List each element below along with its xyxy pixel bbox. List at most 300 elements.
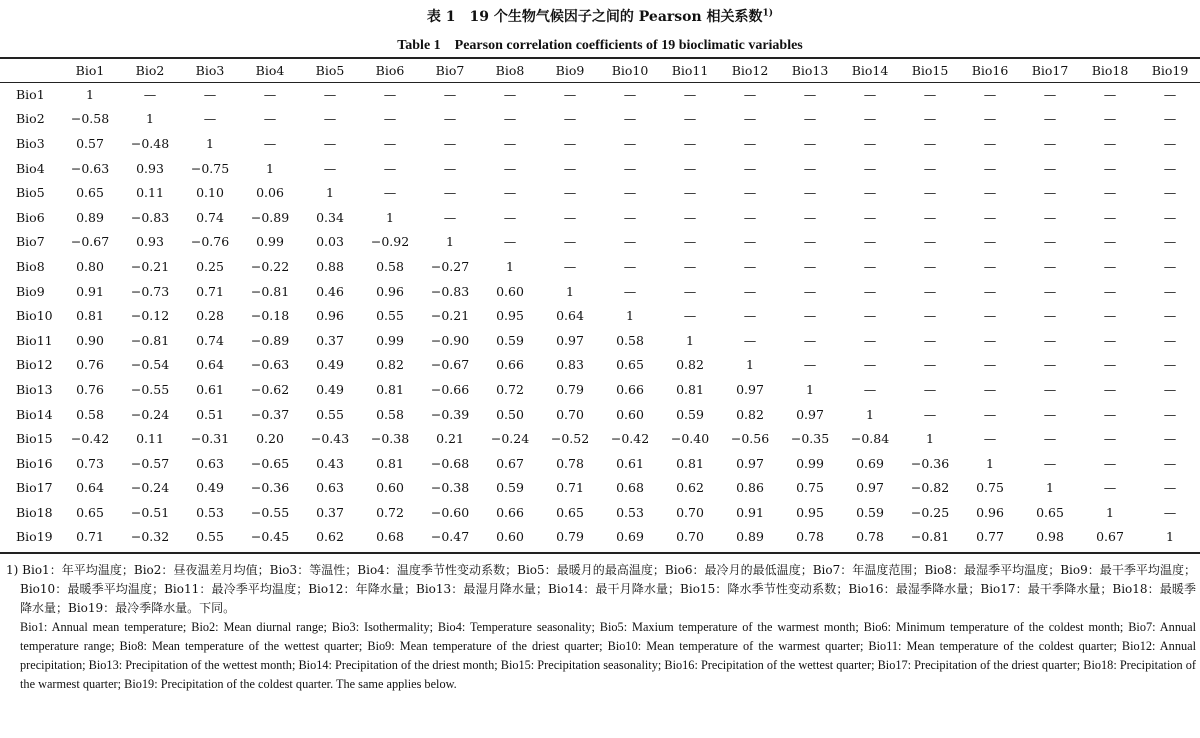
footnote-cn: 1) Bio1：年平均温度；Bio2：昼夜温差月均值；Bio3：等温性；Bio4：温度季节性变动系数；Bio5：最暖月的最高温度；Bio6：最冷月的最低温度；Bio7：年温度范围；Bio8：最湿季平均温度；Bio9：最干季平均温度；Bio10：最暖季平均温度；Bio11：最冷季平均温度；Bio12：年降水量；Bio13：最湿月降水量；Bio14：最干月降水量；Bio15：降水季节性变动系数；Bio16：最湿季降水量；Bio17：最干季降水量；Bio18：最暖季降水量；Bio19：最冷季降水量。下同。 xyxy=(6,563,1196,615)
column-header: Bio19 xyxy=(1151,62,1189,78)
empty-cell: — xyxy=(623,135,637,151)
table-row xyxy=(0,525,1200,550)
column-header: Bio6 xyxy=(375,62,405,78)
correlation-cell: −0.62 xyxy=(250,381,290,397)
empty-cell: — xyxy=(863,357,877,373)
correlation-cell: 0.59 xyxy=(856,504,884,520)
correlation-cell: −0.31 xyxy=(190,431,230,447)
empty-cell: — xyxy=(383,111,397,127)
empty-cell: — xyxy=(923,135,937,151)
empty-cell: — xyxy=(1103,406,1117,422)
title-footnote-mark: 1) xyxy=(762,8,774,19)
column-header: Bio5 xyxy=(315,62,345,78)
correlation-cell: 0.67 xyxy=(496,455,524,471)
correlation-cell: 0.20 xyxy=(256,431,284,447)
empty-cell: — xyxy=(1043,406,1057,422)
empty-cell: — xyxy=(923,86,937,102)
table-row xyxy=(0,156,1200,181)
empty-cell: — xyxy=(143,86,157,102)
empty-cell: — xyxy=(743,111,757,127)
empty-cell: — xyxy=(1043,455,1057,471)
empty-cell: — xyxy=(1103,357,1117,373)
correlation-cell: 0.55 xyxy=(376,308,404,324)
correlation-cell: −0.24 xyxy=(130,406,170,422)
correlation-cell: 1 xyxy=(626,308,634,324)
correlation-cell: −0.65 xyxy=(250,455,290,471)
correlation-cell: 0.55 xyxy=(196,529,224,545)
correlation-cell: 1 xyxy=(566,283,574,299)
correlation-cell: −0.36 xyxy=(910,455,950,471)
empty-cell: — xyxy=(983,357,997,373)
correlation-cell: 0.89 xyxy=(736,529,764,545)
correlation-cell: 0.60 xyxy=(496,283,524,299)
empty-cell: — xyxy=(383,185,397,201)
empty-cell: — xyxy=(443,135,457,151)
empty-cell: — xyxy=(803,234,817,250)
correlation-cell: 0.70 xyxy=(676,504,704,520)
column-header: Bio7 xyxy=(435,62,465,78)
empty-cell: — xyxy=(1103,111,1117,127)
empty-cell: — xyxy=(983,160,997,176)
correlation-cell: 0.65 xyxy=(76,185,104,201)
correlation-cell: 0.97 xyxy=(736,381,764,397)
empty-cell: — xyxy=(923,406,937,422)
empty-cell: — xyxy=(383,160,397,176)
correlation-cell: 0.82 xyxy=(736,406,764,422)
corner-cell xyxy=(0,58,60,82)
table-row xyxy=(0,279,1200,304)
row-header: Bio7 xyxy=(16,234,45,250)
correlation-cell: 0.67 xyxy=(1096,529,1124,545)
empty-cell: — xyxy=(1043,381,1057,397)
empty-cell: — xyxy=(503,234,517,250)
empty-cell: — xyxy=(503,185,517,201)
empty-cell: — xyxy=(563,111,577,127)
correlation-cell: 0.91 xyxy=(76,283,104,299)
empty-cell: — xyxy=(1043,308,1057,324)
empty-cell: — xyxy=(923,160,937,176)
empty-cell: — xyxy=(803,86,817,102)
empty-cell: — xyxy=(743,332,757,348)
correlation-cell: 0.64 xyxy=(196,357,224,373)
empty-cell: — xyxy=(923,357,937,373)
correlation-cell: 0.43 xyxy=(316,455,344,471)
correlation-cell: 0.65 xyxy=(76,504,104,520)
correlation-cell: −0.45 xyxy=(250,529,290,545)
empty-cell: — xyxy=(923,234,937,250)
correlation-cell: −0.60 xyxy=(430,504,470,520)
empty-cell: — xyxy=(623,86,637,102)
empty-cell: — xyxy=(863,258,877,274)
correlation-cell: 0.68 xyxy=(376,529,404,545)
correlation-cell: 0.90 xyxy=(76,332,104,348)
correlation-cell: 0.79 xyxy=(556,381,584,397)
correlation-cell: −0.82 xyxy=(910,480,950,496)
correlation-cell: 0.70 xyxy=(676,529,704,545)
correlation-cell: −0.51 xyxy=(130,504,170,520)
correlation-cell: 0.80 xyxy=(76,258,104,274)
correlation-cell: 1 xyxy=(446,234,454,250)
correlation-cell: 0.61 xyxy=(196,381,224,397)
correlation-cell: −0.67 xyxy=(430,357,470,373)
row-header: Bio2 xyxy=(16,111,45,127)
empty-cell: — xyxy=(803,160,817,176)
correlation-cell: 0.72 xyxy=(376,504,404,520)
correlation-cell: 1 xyxy=(206,135,214,151)
empty-cell: — xyxy=(923,209,937,225)
empty-cell: — xyxy=(623,283,637,299)
correlation-cell: 0.59 xyxy=(676,406,704,422)
empty-cell: — xyxy=(923,283,937,299)
row-header: Bio14 xyxy=(16,406,53,422)
column-header: Bio15 xyxy=(911,62,949,78)
correlation-cell: −0.92 xyxy=(370,234,410,250)
row-header: Bio8 xyxy=(16,258,45,274)
correlation-cell: −0.43 xyxy=(310,431,350,447)
correlation-cell: 0.76 xyxy=(76,381,104,397)
correlation-cell: 0.68 xyxy=(616,480,644,496)
empty-cell: — xyxy=(263,135,277,151)
correlation-cell: 0.63 xyxy=(316,480,344,496)
empty-cell: — xyxy=(983,135,997,151)
empty-cell: — xyxy=(263,86,277,102)
correlation-cell: 1 xyxy=(86,86,94,102)
empty-cell: — xyxy=(983,111,997,127)
correlation-cell: −0.76 xyxy=(190,234,230,250)
correlation-cell: 0.78 xyxy=(556,455,584,471)
empty-cell: — xyxy=(863,160,877,176)
correlation-cell: −0.12 xyxy=(130,308,170,324)
empty-cell: — xyxy=(803,308,817,324)
empty-cell: — xyxy=(803,185,817,201)
empty-cell: — xyxy=(923,381,937,397)
column-header: Bio10 xyxy=(611,62,649,78)
empty-cell: — xyxy=(683,258,697,274)
correlation-cell: −0.58 xyxy=(70,111,110,127)
empty-cell: — xyxy=(683,135,697,151)
correlation-cell: 0.76 xyxy=(76,357,104,373)
correlation-cell: −0.21 xyxy=(430,308,470,324)
correlation-cell: 0.75 xyxy=(796,480,824,496)
empty-cell: — xyxy=(323,160,337,176)
empty-cell: — xyxy=(563,185,577,201)
correlation-cell: −0.32 xyxy=(130,529,170,545)
empty-cell: — xyxy=(323,86,337,102)
correlation-cell: 0.28 xyxy=(196,308,224,324)
correlation-cell: 1 xyxy=(686,332,694,348)
empty-cell: — xyxy=(1163,332,1177,348)
empty-cell: — xyxy=(863,111,877,127)
correlation-cell: 0.72 xyxy=(496,381,524,397)
correlation-cell: −0.42 xyxy=(70,431,110,447)
empty-cell: — xyxy=(1163,406,1177,422)
correlation-cell: 0.71 xyxy=(76,529,104,545)
correlation-cell: 0.60 xyxy=(496,529,524,545)
correlation-cell: −0.89 xyxy=(250,332,290,348)
correlation-cell: 0.37 xyxy=(316,504,344,520)
correlation-cell: −0.75 xyxy=(190,160,230,176)
row-header: Bio19 xyxy=(16,529,53,545)
correlation-cell: 0.81 xyxy=(76,308,104,324)
row-header: Bio15 xyxy=(16,431,53,447)
correlation-cell: 0.82 xyxy=(676,357,704,373)
empty-cell: — xyxy=(1103,381,1117,397)
correlation-cell: −0.27 xyxy=(430,258,470,274)
empty-cell: — xyxy=(263,111,277,127)
empty-cell: — xyxy=(1163,258,1177,274)
empty-cell: — xyxy=(443,86,457,102)
correlation-cell: −0.38 xyxy=(370,431,410,447)
empty-cell: — xyxy=(923,308,937,324)
empty-cell: — xyxy=(863,86,877,102)
empty-cell: — xyxy=(923,185,937,201)
empty-cell: — xyxy=(623,185,637,201)
empty-cell: — xyxy=(1103,283,1117,299)
correlation-cell: 1 xyxy=(146,111,154,127)
correlation-cell: 1 xyxy=(806,381,814,397)
row-header: Bio1 xyxy=(16,86,45,102)
correlation-cell: 0.97 xyxy=(736,455,764,471)
empty-cell: — xyxy=(503,135,517,151)
table-body xyxy=(0,82,1200,549)
empty-cell: — xyxy=(1163,209,1177,225)
empty-cell: — xyxy=(1103,160,1117,176)
correlation-cell: 1 xyxy=(1166,529,1174,545)
empty-cell: — xyxy=(563,234,577,250)
correlation-cell: −0.22 xyxy=(250,258,290,274)
correlation-cell: 0.97 xyxy=(556,332,584,348)
correlation-cell: −0.39 xyxy=(430,406,470,422)
correlation-cell: −0.42 xyxy=(610,431,650,447)
empty-cell: — xyxy=(1163,135,1177,151)
correlation-cell: 0.60 xyxy=(616,406,644,422)
empty-cell: — xyxy=(443,111,457,127)
column-header: Bio18 xyxy=(1091,62,1129,78)
correlation-cell: 0.93 xyxy=(136,160,164,176)
correlation-cell: −0.56 xyxy=(730,431,770,447)
correlation-cell: 1 xyxy=(266,160,274,176)
correlation-cell: −0.68 xyxy=(430,455,470,471)
empty-cell: — xyxy=(1163,308,1177,324)
empty-cell: — xyxy=(1043,357,1057,373)
empty-cell: — xyxy=(923,111,937,127)
empty-cell: — xyxy=(203,86,217,102)
empty-cell: — xyxy=(1043,283,1057,299)
correlation-cell: 0.65 xyxy=(1036,504,1064,520)
empty-cell: — xyxy=(983,381,997,397)
empty-cell: — xyxy=(1163,504,1177,520)
correlation-cell: 0.96 xyxy=(316,308,344,324)
correlation-cell: −0.84 xyxy=(850,431,890,447)
correlation-cell: −0.24 xyxy=(130,480,170,496)
empty-cell: — xyxy=(743,283,757,299)
correlation-cell: 0.69 xyxy=(616,529,644,545)
correlation-cell: −0.55 xyxy=(130,381,170,397)
correlation-cell: 0.81 xyxy=(376,455,404,471)
empty-cell: — xyxy=(863,234,877,250)
correlation-cell: 0.65 xyxy=(616,357,644,373)
correlation-cell: 0.71 xyxy=(556,480,584,496)
empty-cell: — xyxy=(1103,332,1117,348)
empty-cell: — xyxy=(683,209,697,225)
correlation-cell: 1 xyxy=(926,431,934,447)
empty-cell: — xyxy=(743,86,757,102)
table-row xyxy=(0,230,1200,255)
correlation-cell: 0.64 xyxy=(556,308,584,324)
correlation-cell: 0.55 xyxy=(316,406,344,422)
empty-cell: — xyxy=(1103,455,1117,471)
empty-cell: — xyxy=(683,111,697,127)
correlation-cell: 0.57 xyxy=(76,135,104,151)
correlation-cell: −0.73 xyxy=(130,283,170,299)
row-header: Bio11 xyxy=(16,332,53,348)
correlation-cell: 1 xyxy=(1106,504,1114,520)
correlation-cell: 0.70 xyxy=(556,406,584,422)
correlation-cell: 0.62 xyxy=(316,529,344,545)
empty-cell: — xyxy=(803,357,817,373)
correlation-cell: 0.73 xyxy=(76,455,104,471)
correlation-cell: 0.93 xyxy=(136,234,164,250)
empty-cell: — xyxy=(803,209,817,225)
row-header: Bio13 xyxy=(16,381,53,397)
empty-cell: — xyxy=(623,209,637,225)
empty-cell: — xyxy=(503,111,517,127)
empty-cell: — xyxy=(863,209,877,225)
empty-cell: — xyxy=(863,135,877,151)
correlation-cell: −0.38 xyxy=(430,480,470,496)
correlation-cell: 0.74 xyxy=(196,332,224,348)
empty-cell: — xyxy=(1043,160,1057,176)
title-cn-text: 表 1 19 个生物气候因子之间的 Pearson 相关系数 xyxy=(426,9,763,25)
correlation-cell: 1 xyxy=(386,209,394,225)
correlation-cell: 0.50 xyxy=(496,406,524,422)
correlation-cell: −0.83 xyxy=(430,283,470,299)
correlation-cell: 0.65 xyxy=(556,504,584,520)
table-row xyxy=(0,451,1200,476)
correlation-cell: 0.71 xyxy=(196,283,224,299)
correlation-cell: −0.52 xyxy=(550,431,590,447)
table-row xyxy=(0,328,1200,353)
correlation-cell: −0.55 xyxy=(250,504,290,520)
row-header: Bio18 xyxy=(16,504,53,520)
empty-cell: — xyxy=(1103,86,1117,102)
empty-cell: — xyxy=(983,209,997,225)
correlation-table xyxy=(0,58,1200,549)
correlation-cell: 0.11 xyxy=(136,185,164,201)
correlation-cell: 0.64 xyxy=(76,480,104,496)
correlation-cell: 0.86 xyxy=(736,480,764,496)
row-header: Bio6 xyxy=(16,209,45,225)
empty-cell: — xyxy=(983,258,997,274)
empty-cell: — xyxy=(863,283,877,299)
empty-cell: — xyxy=(1043,258,1057,274)
empty-cell: — xyxy=(443,185,457,201)
correlation-cell: −0.81 xyxy=(130,332,170,348)
correlation-cell: −0.63 xyxy=(70,160,110,176)
correlation-cell: 0.51 xyxy=(196,406,224,422)
column-header: Bio1 xyxy=(75,62,105,78)
empty-cell: — xyxy=(1043,431,1057,447)
table-title-cn xyxy=(0,6,1200,26)
correlation-cell: 0.83 xyxy=(556,357,584,373)
empty-cell: — xyxy=(683,160,697,176)
empty-cell: — xyxy=(563,209,577,225)
empty-cell: — xyxy=(503,209,517,225)
row-header: Bio10 xyxy=(16,308,53,324)
table-row xyxy=(0,205,1200,230)
empty-cell: — xyxy=(1163,455,1177,471)
correlation-cell: −0.81 xyxy=(250,283,290,299)
table-row xyxy=(0,476,1200,501)
empty-cell: — xyxy=(1103,480,1117,496)
correlation-cell: −0.25 xyxy=(910,504,950,520)
empty-cell: — xyxy=(623,160,637,176)
correlation-cell: 1 xyxy=(326,185,334,201)
table-row xyxy=(0,254,1200,279)
empty-cell: — xyxy=(1103,308,1117,324)
correlation-cell: 0.69 xyxy=(856,455,884,471)
empty-cell: — xyxy=(863,185,877,201)
empty-cell: — xyxy=(803,258,817,274)
empty-cell: — xyxy=(683,185,697,201)
empty-cell: — xyxy=(563,258,577,274)
empty-cell: — xyxy=(983,283,997,299)
correlation-cell: −0.37 xyxy=(250,406,290,422)
empty-cell: — xyxy=(443,160,457,176)
correlation-cell: 0.99 xyxy=(796,455,824,471)
row-header: Bio5 xyxy=(16,185,45,201)
column-header: Bio2 xyxy=(135,62,165,78)
table-row xyxy=(0,131,1200,156)
correlation-cell: 0.99 xyxy=(376,332,404,348)
empty-cell: — xyxy=(1043,135,1057,151)
correlation-cell: 0.03 xyxy=(316,234,344,250)
empty-cell: — xyxy=(803,332,817,348)
empty-cell: — xyxy=(863,308,877,324)
correlation-cell: 0.96 xyxy=(376,283,404,299)
empty-cell: — xyxy=(383,86,397,102)
empty-cell: — xyxy=(1043,86,1057,102)
empty-cell: — xyxy=(563,86,577,102)
empty-cell: — xyxy=(743,308,757,324)
empty-cell: — xyxy=(803,135,817,151)
correlation-cell: 0.78 xyxy=(856,529,884,545)
correlation-cell: −0.57 xyxy=(130,455,170,471)
empty-cell: — xyxy=(563,135,577,151)
correlation-cell: −0.63 xyxy=(250,357,290,373)
empty-cell: — xyxy=(1163,480,1177,496)
correlation-cell: −0.24 xyxy=(490,431,530,447)
empty-cell: — xyxy=(983,234,997,250)
correlation-cell: 0.11 xyxy=(136,431,164,447)
correlation-cell: −0.40 xyxy=(670,431,710,447)
correlation-cell: −0.54 xyxy=(130,357,170,373)
correlation-cell: 0.21 xyxy=(436,431,464,447)
empty-cell: — xyxy=(1043,111,1057,127)
correlation-cell: 0.06 xyxy=(256,185,284,201)
correlation-cell: 0.49 xyxy=(316,357,344,373)
correlation-cell: 0.25 xyxy=(196,258,224,274)
correlation-cell: 0.74 xyxy=(196,209,224,225)
empty-cell: — xyxy=(1103,431,1117,447)
empty-cell: — xyxy=(683,86,697,102)
correlation-cell: 0.37 xyxy=(316,332,344,348)
correlation-cell: 0.58 xyxy=(376,406,404,422)
correlation-cell: 0.97 xyxy=(856,480,884,496)
empty-cell: — xyxy=(683,234,697,250)
correlation-cell: 0.34 xyxy=(316,209,344,225)
empty-cell: — xyxy=(683,283,697,299)
